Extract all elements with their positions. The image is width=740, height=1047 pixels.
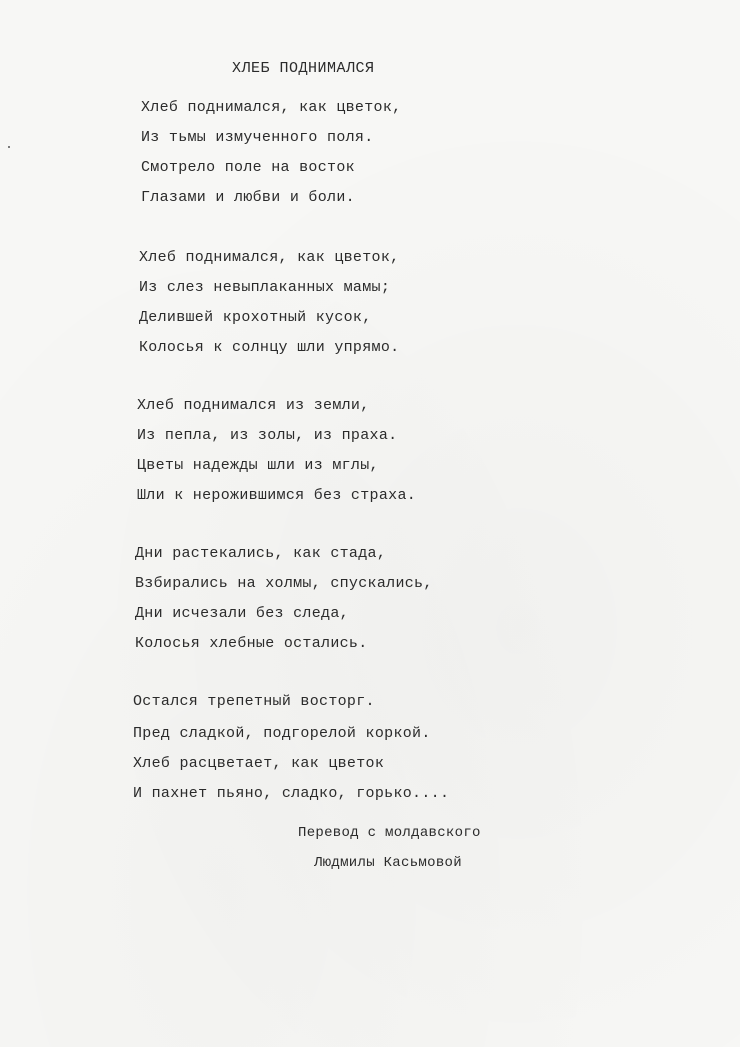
poem-line: Взбирались на холмы, спускались, (135, 575, 433, 592)
poem-line: Хлеб поднимался, как цветок, (141, 99, 402, 116)
poem-line: Хлеб поднимался из земли, (137, 397, 370, 414)
poem-line: Хлеб расцветает, как цветок (133, 755, 385, 772)
poem-line: Шли к нерожившимся без страха. (137, 487, 417, 504)
poem-line: Колосья хлебные остались. (135, 635, 368, 652)
poem-line: Хлеб поднимался, как цветок, (139, 249, 400, 266)
translator-name: Людмилы Касьмовой (314, 855, 462, 871)
poem-line: Смотрело поле на восток (141, 159, 355, 176)
poem-title: ХЛЕБ ПОДНИМАЛСЯ (232, 60, 375, 77)
poem-line: Из тьмы измученного поля. (141, 129, 374, 146)
poem-line: Цветы надежды шли из мглы, (137, 457, 379, 474)
poem-line: Делившей крохотный кусок, (139, 309, 372, 326)
poem-line: Из слез невыплаканных мамы; (139, 279, 391, 296)
translation-credit: Перевод с молдавского (298, 825, 481, 841)
poem-line: Пред сладкой, подгорелой коркой. (133, 725, 431, 742)
poem-line: Из пепла, из золы, из праха. (137, 427, 398, 444)
poem-line: И пахнет пьяно, сладко, горько.... (133, 785, 450, 802)
paper-speck (8, 146, 10, 148)
poem-line: Колосья к солнцу шли упрямо. (139, 339, 400, 356)
poem-line: Остался трепетный восторг. (133, 693, 375, 710)
poem-line: Глазами и любви и боли. (141, 189, 355, 206)
poem-line: Дни исчезали без следа, (135, 605, 349, 622)
poem-line: Дни растекались, как стада, (135, 545, 387, 562)
